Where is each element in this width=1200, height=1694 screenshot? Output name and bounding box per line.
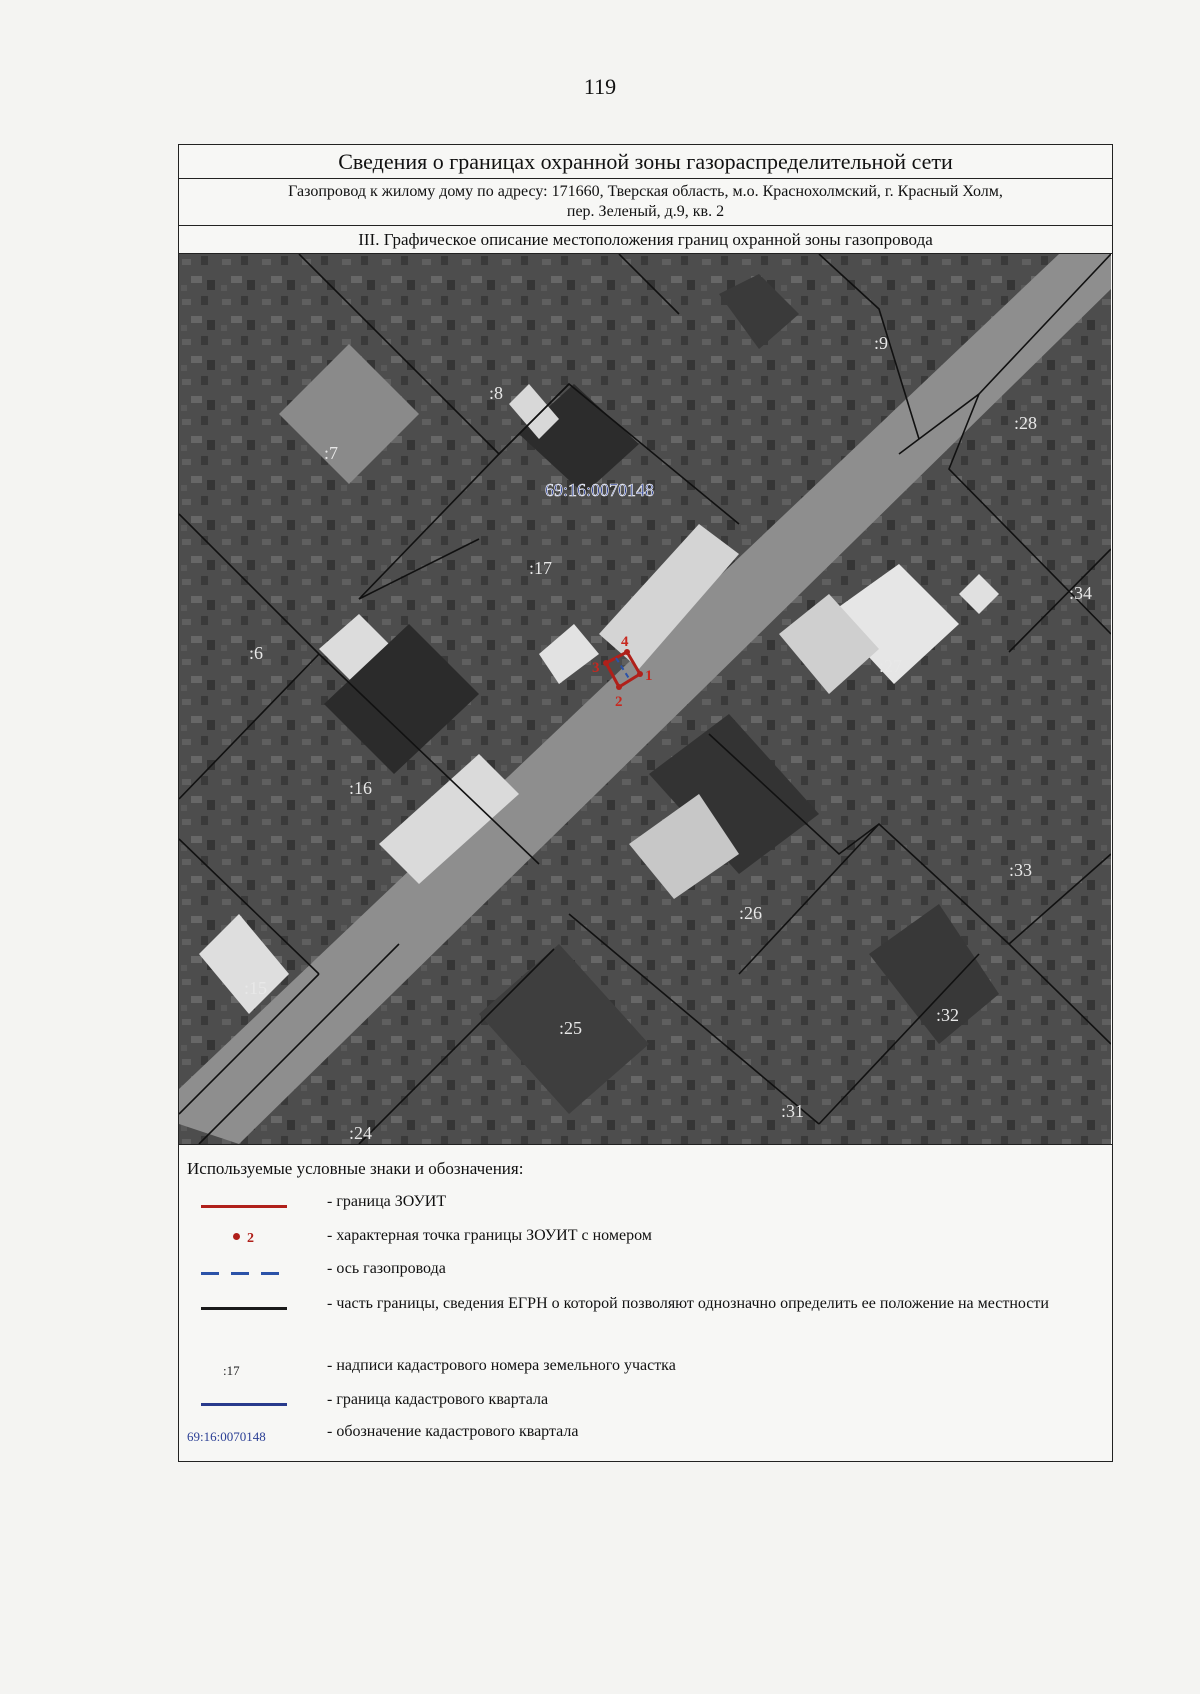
zone-point-3 (603, 660, 609, 666)
legend-symbol-parcel-label: :17 (223, 1363, 240, 1378)
parcel-label-33: :33 (1009, 860, 1033, 880)
parcel-label-26: :26 (739, 903, 763, 923)
parcel-label-25: :25 (559, 1018, 583, 1038)
address-line-1: Газопровод к жилому дому по адресу: 171660, Тверская область, м.о. Краснохолмский, г. Красный Холм, (288, 183, 1003, 200)
legend-text: - граница ЗОУИТ (327, 1193, 447, 1210)
parcel-label-28: :28 (1014, 413, 1038, 433)
legend-symbol-red-line (193, 1191, 293, 1221)
map-canvas (179, 254, 1111, 1144)
zone-point-1 (637, 671, 643, 677)
parcel-label-24: :24 (349, 1123, 373, 1143)
legend-text: - ось газопровода (327, 1260, 446, 1277)
section-heading: III. Графическое описание местоположения границ охранной зоны газопровода (179, 226, 1112, 254)
zone-info-frame (178, 144, 1113, 1462)
document-title: Сведения о границах охранной зоны газораспределительной сети (179, 145, 1112, 179)
legend-text: - характерная точка границы ЗОУИТ с номером (327, 1227, 652, 1244)
parcel-label-8: :8 (489, 383, 504, 403)
address-line-2: пер. Зеленый, д.9, кв. 2 (566, 203, 725, 220)
point-label-1: 1 (645, 668, 653, 684)
legend-text: - обозначение кадастрового квартала (327, 1423, 579, 1440)
parcel-label-6: :6 (249, 643, 264, 663)
legend-symbol-black-line (193, 1293, 293, 1323)
point-label-3: 3 (592, 660, 600, 676)
legend-symbol-quarter-label: 69:16:0070148 (187, 1429, 266, 1444)
address-block (179, 179, 1112, 226)
parcel-label-31: :31 (781, 1101, 805, 1121)
aerial-map (179, 254, 1112, 1145)
point-label-4: 4 (621, 634, 629, 650)
parcel-label-15: :15 (244, 978, 268, 998)
parcel-label-9: :9 (874, 333, 889, 353)
legend-symbol-red-point: 2 (193, 1225, 293, 1255)
parcel-label-7: :7 (324, 443, 339, 463)
parcel-label-16: :16 (349, 778, 373, 798)
point-label-2: 2 (615, 694, 623, 710)
parcel-label-27: :27 (879, 656, 903, 676)
legend-symbol-blue-line (193, 1389, 293, 1419)
parcel-label-32: :32 (936, 1005, 960, 1025)
legend-symbol-blue-dashed-line (193, 1258, 293, 1288)
page-number: 119 (583, 74, 617, 99)
parcel-label-34: :34 (1069, 583, 1093, 603)
parcel-label-17: :17 (529, 558, 553, 578)
legend-text: - надписи кадастрового номера земельного участка (327, 1357, 676, 1374)
legend-text: - часть границы, сведения ЕГРН о которой позволяют однозначно определить ее положение на местности (327, 1295, 1049, 1312)
legend-title: Используемые условные знаки и обозначения: (187, 1159, 524, 1178)
quarter-label: 69:16:0070148 (545, 480, 655, 500)
legend-text: - граница кадастрового квартала (327, 1391, 549, 1408)
zone-point-2 (616, 684, 622, 690)
